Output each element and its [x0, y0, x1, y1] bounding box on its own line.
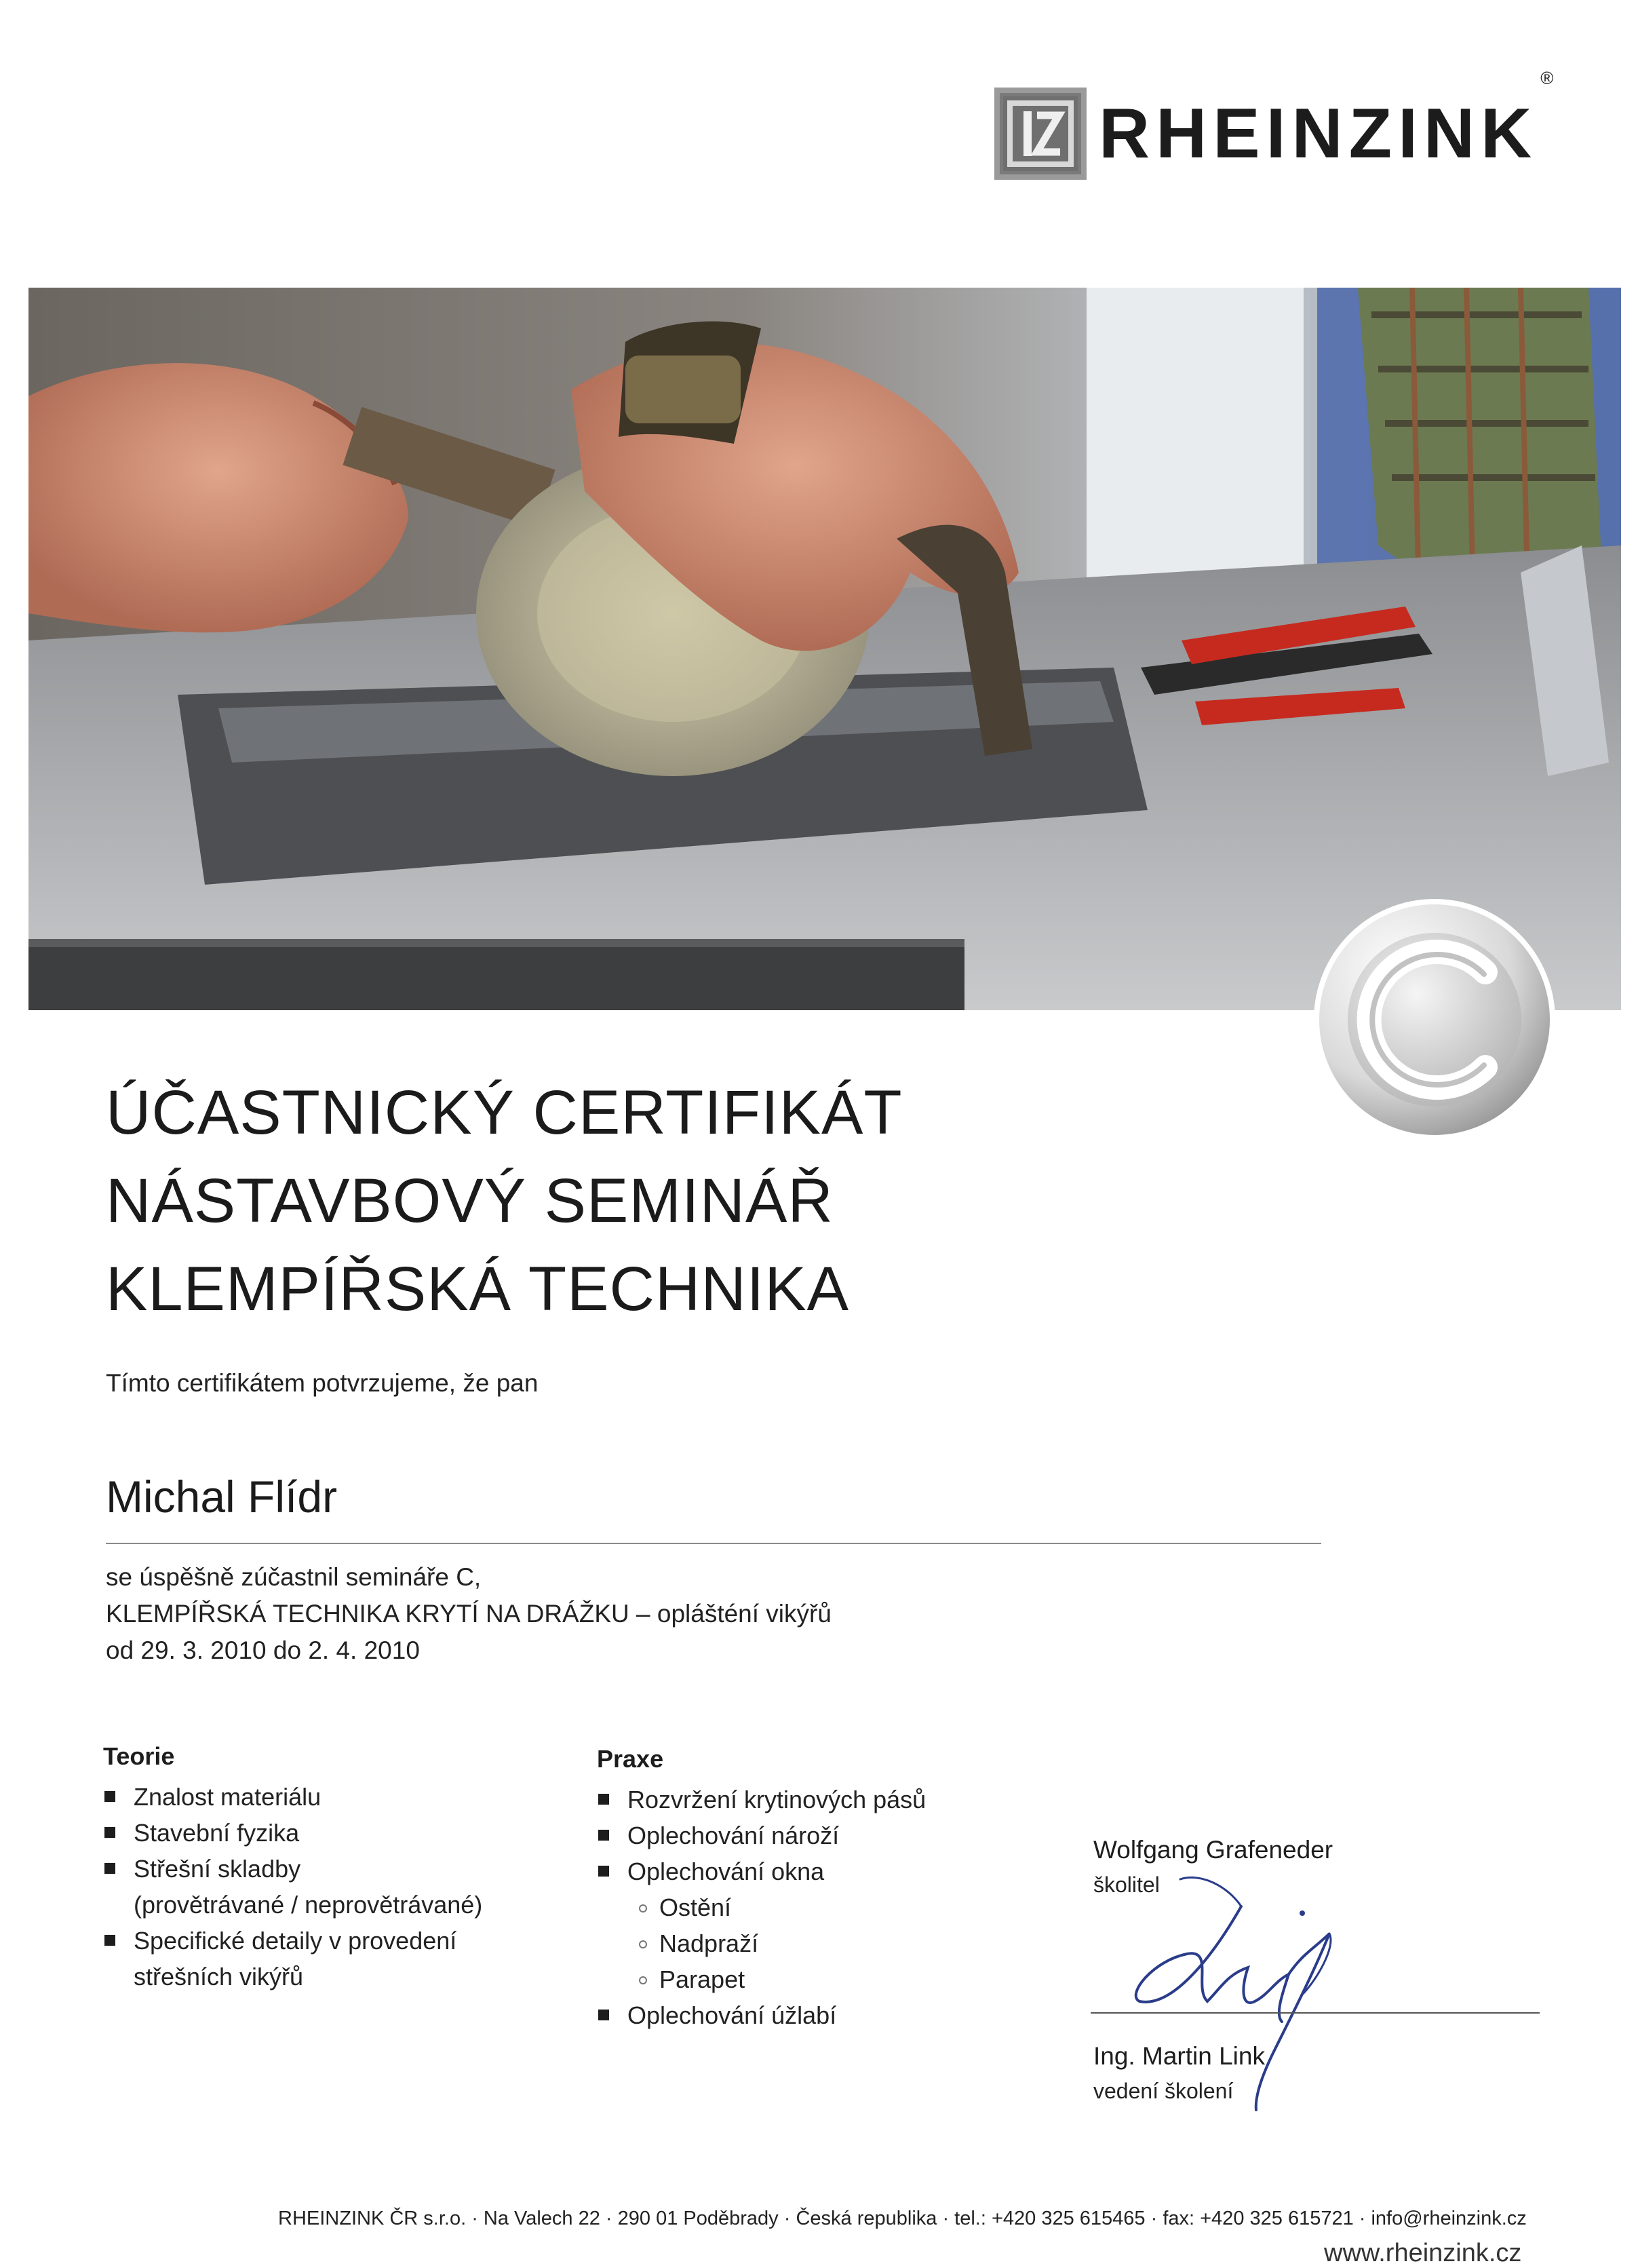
list-item: Rozvržení krytinových pásů — [597, 1782, 926, 1818]
participant-name: Michal Flídr — [106, 1472, 338, 1522]
list-item: Specifické detaily v provedení — [103, 1923, 482, 1959]
bullet-icon — [598, 1866, 609, 1877]
description-line: se úspěšně zúčastnil semináře C, — [106, 1563, 482, 1591]
bullet-icon — [598, 1794, 609, 1805]
name-underline — [106, 1543, 1321, 1544]
bullet-icon — [598, 1830, 609, 1841]
footer-website: www.rheinzink.cz — [1324, 2239, 1522, 2267]
practice-list — [597, 1782, 926, 2033]
handwritten-signature-icon — [1112, 1832, 1404, 2117]
theory-list — [103, 1779, 482, 1995]
seminar-c-badge — [1309, 894, 1560, 1145]
lead-name: Ing. Martin Link — [1093, 2042, 1265, 2070]
list-item: Střešní skladby — [103, 1851, 482, 1887]
list-item: Stavební fyzika — [103, 1815, 482, 1851]
seminar-type: NÁSTAVBOVÝ SEMINÁŘ — [106, 1166, 834, 1235]
theory-section — [103, 1742, 482, 1995]
bullet-icon — [104, 1827, 115, 1838]
certificate-title: ÚČASTNICKÝ CERTIFIKÁT — [106, 1078, 903, 1147]
description — [106, 1559, 832, 1669]
intro-text: Tímto certifikátem potvrzujeme, že pan — [106, 1369, 539, 1397]
trainer-name: Wolfgang Grafeneder — [1093, 1836, 1333, 1864]
list-item-continuation: střešních vikýřů — [134, 1963, 304, 1991]
theory-heading: Teorie — [103, 1742, 175, 1770]
sub-bullet-icon — [639, 1940, 647, 1948]
description-line: od 29. 3. 2010 do 2. 4. 2010 — [106, 1636, 420, 1664]
list-item-continuation: (provětrávané / neprovětrávané) — [134, 1891, 483, 1919]
bullet-icon — [104, 1863, 115, 1874]
sub-bullet-icon — [639, 1904, 647, 1913]
bullet-icon — [104, 1791, 115, 1802]
rheinzink-logo — [994, 67, 1560, 180]
practice-section — [597, 1745, 926, 2033]
sub-bullet-icon — [639, 1976, 647, 1984]
list-item: Oplechování úžlabí — [597, 1997, 926, 2033]
list-item: Znalost materiálu — [103, 1779, 482, 1815]
sub-list-item: Nadpraží — [597, 1925, 926, 1961]
lead-role: vedení školení — [1093, 2079, 1234, 2103]
list-item: Oplechování nároží — [597, 1818, 926, 1853]
signature-line — [1091, 2012, 1540, 2014]
trainer-role: školitel — [1093, 1872, 1160, 1897]
list-item: Oplechování okna — [597, 1853, 926, 1889]
footer-address: RHEINZINK ČR s.r.o. · Na Valech 22 · 290 01 Poděbrady · Česká republika · tel.: +420 325 615465 · fax: +420 325 615721 · info@rheinzink.cz — [278, 2208, 1527, 2229]
bullet-icon — [598, 2010, 609, 2020]
description-line: KLEMPÍŘSKÁ TECHNIKA KRYTÍ NA DRÁŽKU – oplášténí vikýřů — [106, 1600, 832, 1628]
practice-heading: Praxe — [597, 1745, 664, 1773]
logo-wordmark: RHEINZINK® — [1099, 67, 1560, 173]
bullet-icon — [104, 1935, 115, 1946]
seminar-topic: KLEMPÍŘSKÁ TECHNIKA — [106, 1254, 850, 1324]
sub-list-item: Ostění — [597, 1889, 926, 1925]
rheinzink-mark-icon — [994, 88, 1087, 180]
sub-list-item: Parapet — [597, 1961, 926, 1997]
